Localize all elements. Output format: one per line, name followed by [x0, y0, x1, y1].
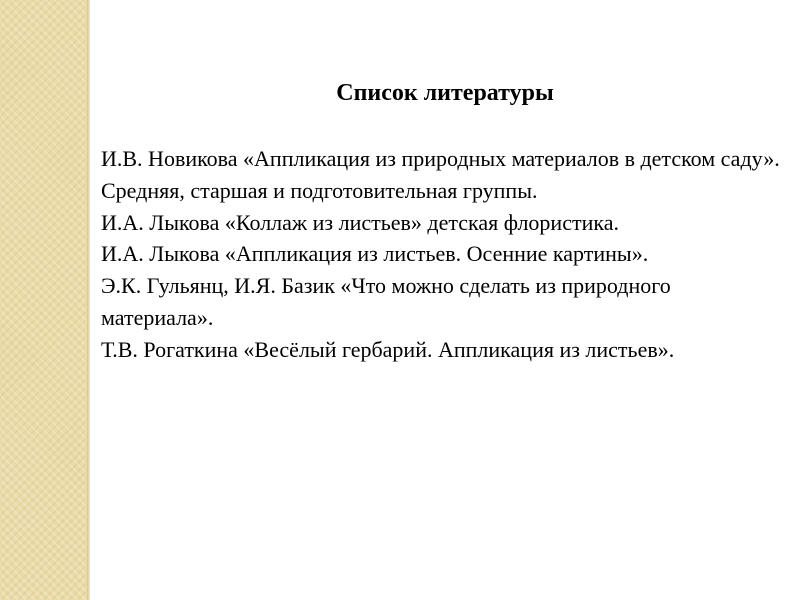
slide-title: Список литературы: [336, 80, 554, 106]
reference-item: И.А. Лыкова «Коллаж из листьев» детская флористика.: [101, 209, 619, 235]
reference-list: [101, 143, 781, 366]
reference-item: И.А. Лыкова «Аппликация из листьев. Осенние картины».: [101, 241, 649, 267]
reference-item: Э.К. Гульянц, И.Я. Базик «Что можно сделать из природного материала».: [101, 273, 671, 330]
reference-item: И.В. Новикова «Аппликация из природных материалов в детском саду». Средняя, старшая и подготовительная группы.: [101, 146, 780, 203]
reference-item: Т.В. Рогаткина «Весёлый гербарий. Аппликация из листьев».: [101, 336, 675, 362]
decorative-side-strip: [0, 0, 87, 600]
